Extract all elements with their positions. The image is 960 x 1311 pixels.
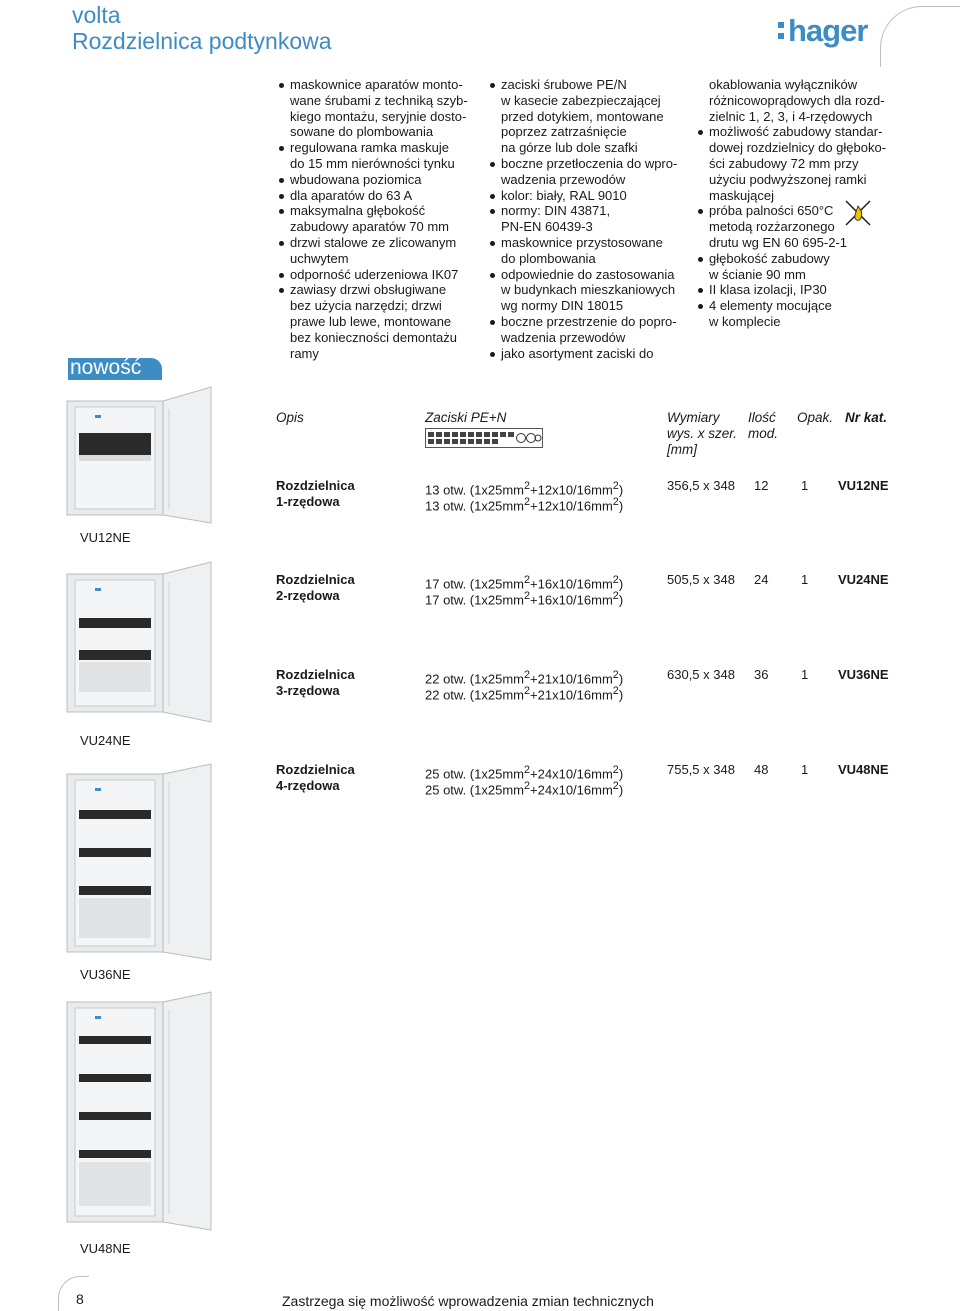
feature-line: zaciski śrubowe PE/N xyxy=(490,77,695,93)
feature-line: bez użycia narzędzi; drzwi xyxy=(290,298,442,314)
modules-value: 36 xyxy=(754,667,769,682)
feature-line: do plombowania xyxy=(501,250,596,266)
feature-line: użyciu podwyższonej ramki xyxy=(709,171,867,187)
product-name: Rozdzielnica 1-rzędowa xyxy=(276,478,355,509)
col-header-dimensions xyxy=(667,410,737,457)
feature-line: wane śrubami z techniką szyb- xyxy=(290,92,468,108)
corner-arc xyxy=(880,6,960,67)
product-row-vu48ne xyxy=(276,762,896,796)
feature-line: ści zabudowy 72 mm przy xyxy=(709,155,859,171)
feature-line: dla aparatów do 63 A xyxy=(279,188,479,204)
footer-corner-arc xyxy=(58,1276,89,1311)
feature-line: różnicowoprądowych dla rozd- xyxy=(709,92,885,108)
feature-line: zielnic 1, 2, 3, i 4-rzędowych xyxy=(709,108,873,124)
feature-line: uchwytem xyxy=(290,250,349,266)
dimensions-value: 505,5 x 348 xyxy=(667,572,735,587)
col-header-catalog-number: Nr kat. xyxy=(845,410,888,425)
feature-line: odporność uderzeniowa IK07 xyxy=(279,267,479,283)
brand-name: hager xyxy=(788,13,868,48)
glow-wire-test-icon xyxy=(843,198,873,228)
logo-dots-icon xyxy=(778,22,784,44)
product-name: Rozdzielnica 3-rzędowa xyxy=(276,667,355,698)
feature-line: ramy xyxy=(290,345,319,361)
dimensions-value: 630,5 x 348 xyxy=(667,667,735,682)
feature-line: 4 elementy mocujące xyxy=(698,298,918,314)
modules-value: 12 xyxy=(754,478,769,493)
feature-line: prawe lub lewe, montowane xyxy=(290,313,452,329)
col-header-package: Opak. xyxy=(797,410,834,425)
photo-caption: VU12NE xyxy=(80,530,131,545)
package-value: 1 xyxy=(801,667,809,682)
feature-line: maskownice przystosowane xyxy=(490,235,695,251)
terminals-spec: 17 otw. $(1x25mm^2+16x10/16mm^2)$ xyxy=(425,590,624,608)
feature-line: poprzez zatrzaśnięcie xyxy=(501,124,627,140)
feature-line: kiego montażu, seryjnie dosto- xyxy=(290,108,467,124)
feature-line: głębokość zabudowy xyxy=(698,251,918,267)
feature-line: normy: DIN 43871, xyxy=(490,203,695,219)
feature-line: przed dotykiem, montowane xyxy=(501,108,664,124)
feature-line: wg normy DIN 18015 xyxy=(501,298,624,314)
feature-line: zabudowy aparatów 70 mm xyxy=(290,219,449,235)
terminals-spec: 17 otw. $(1x25mm^2+16x10/16mm^2)$ xyxy=(425,574,624,592)
new-badge-label: nowość xyxy=(70,356,142,379)
feature-line: na górze lub dole szafki xyxy=(501,140,638,156)
feature-line: sowane do plombowania xyxy=(290,124,434,140)
feature-line: dowej rozdzielnicy do głęboko- xyxy=(709,140,887,156)
photo-caption: VU24NE xyxy=(80,733,131,748)
feature-line: maskującej xyxy=(709,187,775,203)
page-number: 8 xyxy=(76,1291,84,1307)
modules-value: 48 xyxy=(754,762,769,777)
product-photo-vu12ne xyxy=(65,385,217,525)
terminals-spec: 13 otw. $(1x25mm^2+12x10/16mm^2)$ xyxy=(425,496,624,514)
col-header-dimensions-line1: Wymiary xyxy=(667,410,720,425)
footer-note: Zastrzega się możliwość wprowadzenia zmian technicznych xyxy=(282,1293,654,1309)
feature-line: drutu wg EN 60 695-2-1 xyxy=(709,234,848,250)
product-name: Rozdzielnica 4-rzędowa xyxy=(276,762,355,793)
brand-logo xyxy=(778,12,878,52)
dimensions-value: 356,5 x 348 xyxy=(667,478,735,493)
feature-line: w budynkach mieszkaniowych xyxy=(501,282,676,298)
feature-line: w komplecie xyxy=(709,313,781,329)
feature-line: metodą rozżarzonego xyxy=(709,219,835,235)
catalog-number: VU48NE xyxy=(838,762,889,777)
features-column-1 xyxy=(279,77,479,361)
col-header-dimensions-line3: [mm] xyxy=(667,441,697,457)
col-header-modules xyxy=(748,410,778,442)
product-row-vu36ne xyxy=(276,667,896,701)
page-title: Rozdzielnica podtynkowa xyxy=(72,28,332,54)
feature-line: do 15 mm nierówności tynku xyxy=(290,155,455,171)
feature-line: boczne przestrzenie do popro- xyxy=(490,314,695,330)
feature-line: maksymalna głębokość xyxy=(279,203,479,219)
dimensions-value: 755,5 x 348 xyxy=(667,762,735,777)
col-header-terminals: Zaciski PE+N xyxy=(425,410,507,425)
feature-line: regulowana ramka maskuje xyxy=(279,140,479,156)
terminals-spec: 22 otw. $(1x25mm^2+21x10/16mm^2)$ xyxy=(425,685,624,703)
catalog-number: VU36NE xyxy=(838,667,889,682)
features-column-3 xyxy=(698,77,918,330)
feature-line: okablowania wyłączników xyxy=(709,77,858,92)
feature-line: możliwość zabudowy standar- xyxy=(698,124,918,140)
terminals-spec: 25 otw. $(1x25mm^2+24x10/16mm^2)$ xyxy=(425,780,624,798)
feature-line: maskownice aparatów monto- xyxy=(279,77,479,93)
terminals-spec: 13 otw. $(1x25mm^2+12x10/16mm^2)$ xyxy=(425,480,624,498)
product-photo-vu36ne xyxy=(65,762,217,962)
feature-line: kolor: biały, RAL 9010 xyxy=(490,188,695,204)
package-value: 1 xyxy=(801,762,809,777)
terminals-spec: 25 otw. $(1x25mm^2+24x10/16mm^2)$ xyxy=(425,764,624,782)
photo-caption: VU36NE xyxy=(80,967,131,982)
catalog-number: VU12NE xyxy=(838,478,889,493)
modules-value: 24 xyxy=(754,572,769,587)
feature-line: bez konieczności demontażu xyxy=(290,329,457,345)
package-value: 1 xyxy=(801,572,809,587)
feature-line: odpowiednie do zastosowania xyxy=(490,267,695,283)
product-row-vu24ne xyxy=(276,572,896,606)
terminal-block-icon xyxy=(425,428,543,448)
feature-line: zawiasy drzwi obsługiwane xyxy=(279,282,479,298)
feature-line: wadzenia przewodów xyxy=(501,329,626,345)
feature-line: boczne przetłoczenia do wpro- xyxy=(490,156,695,172)
new-badge xyxy=(68,358,162,380)
col-header-modules-line2: mod. xyxy=(748,425,779,441)
feature-line: w ścianie 90 mm xyxy=(709,266,806,282)
col-header-description: Opis xyxy=(276,410,304,425)
feature-line: w kasecie zabezpieczającej xyxy=(501,92,661,108)
feature-line: jako asortyment zaciski do xyxy=(490,346,695,362)
product-name: Rozdzielnica 2-rzędowa xyxy=(276,572,355,603)
features-column-2 xyxy=(490,77,695,361)
series-name: volta xyxy=(72,2,121,28)
feature-line: próba palności 650°C xyxy=(698,203,918,219)
feature-line: drzwi stalowe ze zlicowanym xyxy=(279,235,479,251)
col-header-dimensions-line2: wys. x szer. xyxy=(667,425,738,441)
photo-caption: VU48NE xyxy=(80,1241,131,1256)
feature-line: II klasa izolacji, IP30 xyxy=(698,282,918,298)
catalog-number: VU24NE xyxy=(838,572,889,587)
col-header-modules-line1: Ilość xyxy=(748,410,776,425)
terminals-spec: 22 otw. $(1x25mm^2+21x10/16mm^2)$ xyxy=(425,669,624,687)
feature-line: wbudowana poziomica xyxy=(279,172,479,188)
package-value: 1 xyxy=(801,478,809,493)
product-photo-vu48ne xyxy=(65,990,217,1232)
product-photo-vu24ne xyxy=(65,560,217,725)
feature-line: wadzenia przewodów xyxy=(501,171,626,187)
feature-line: PN-EN 60439-3 xyxy=(501,219,593,235)
product-row-vu12ne xyxy=(276,478,896,512)
